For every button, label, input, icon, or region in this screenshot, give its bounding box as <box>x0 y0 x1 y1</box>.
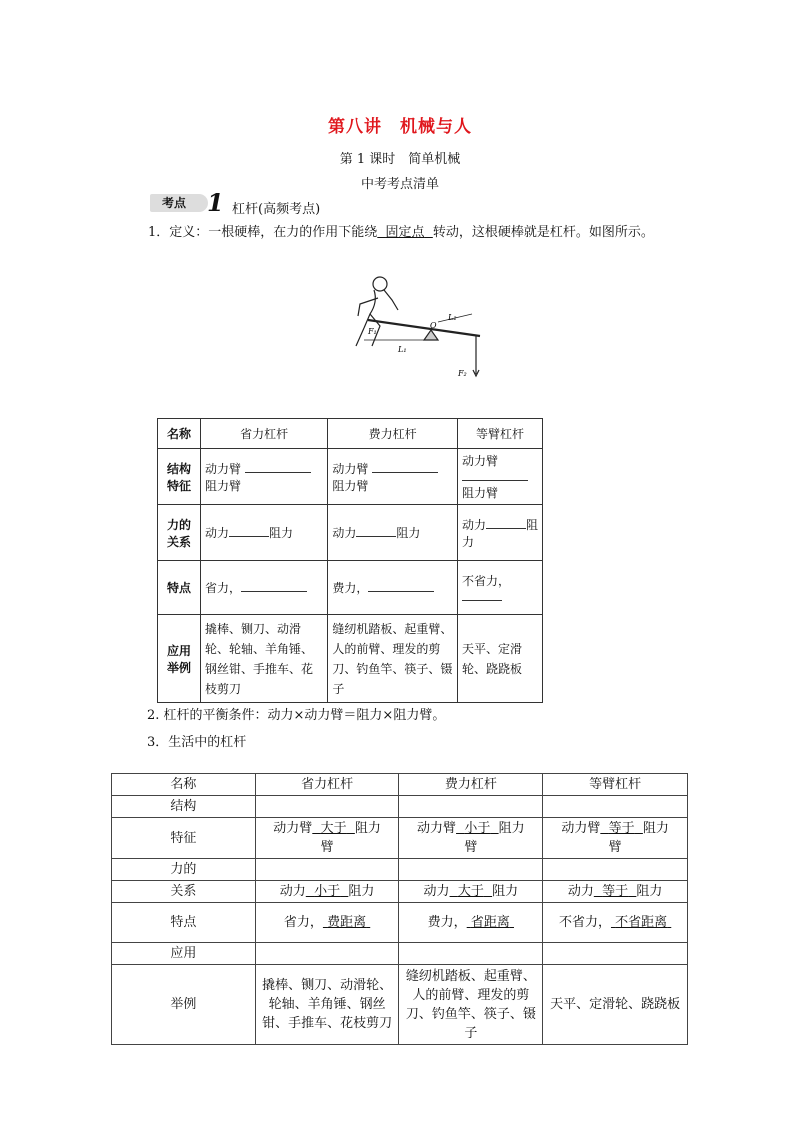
t2-header: 省力杠杆 <box>255 774 399 796</box>
t1-row-head: 应用举例 <box>158 615 201 703</box>
t1-row-head: 力的关系 <box>158 505 201 561</box>
definition-pre: 1．定义：一根硬棒，在力的作用下能绕 <box>148 225 378 240</box>
t2-row-head: 特征 <box>112 818 256 859</box>
lever-blank-table <box>157 418 543 703</box>
balance-condition: 2. 杠杆的平衡条件：动力×动力臂＝阻力×阻力臂。 <box>147 708 446 723</box>
kaodian-badge: 考点 <box>150 194 208 212</box>
t1-row-head: 结构特征 <box>158 449 201 505</box>
t2-cell: 缝纫机踏板、起重臂、人的前臂、理发的剪刀、钓鱼竿、筷子、镊子 <box>399 965 543 1045</box>
section-heading: 中考考点清单 <box>360 177 439 192</box>
label-f2: F₂ <box>458 369 467 378</box>
t2-cell: 动力臂 等于 阻力 臂 <box>543 818 688 859</box>
definition-answer: 固定点 <box>385 225 425 240</box>
lever-figure <box>350 270 490 382</box>
definition-post: 转动，这根硬棒就是杠杆。如图所示。 <box>432 225 654 240</box>
t2-cell: 动力 小于 阻力 <box>255 881 399 903</box>
t2-row-head: 应用 <box>112 943 256 965</box>
lesson-subtitle: 第 1 课时 简单机械 <box>339 152 461 167</box>
t1-cell: 动力臂 阻力臂 <box>328 449 458 505</box>
t1-cell: 动力臂 阻力臂 <box>201 449 328 505</box>
t2-cell: 省力， 费距离 <box>255 903 399 943</box>
t1-cell: 动力 阻力 <box>201 505 328 561</box>
t2-header: 名称 <box>112 774 256 796</box>
definition-paragraph <box>120 221 680 245</box>
life-lever-heading: 3．生活中的杠杆 <box>147 735 247 750</box>
t1-row-head: 特点 <box>158 561 201 615</box>
t2-row-head: 关系 <box>112 881 256 903</box>
t2-cell: 天平、定滑轮、跷跷板 <box>543 965 688 1045</box>
t1-cell: 省力， <box>201 561 328 615</box>
t2-cell: 动力臂 大于 阻力 臂 <box>255 818 399 859</box>
t1-cell: 不省力， <box>457 561 542 615</box>
t2-cell: 不省力， 不省距离 <box>543 903 688 943</box>
t2-cell: 撬棒、铡刀、动滑轮、轮轴、羊角锤、钢丝钳、手推车、花枝剪刀 <box>255 965 399 1045</box>
kaodian-title: 杠杆(高频考点) <box>232 202 321 217</box>
t1-cell: 天平、定滑轮、跷跷板 <box>457 615 542 703</box>
t1-cell: 动力 阻力 <box>328 505 458 561</box>
t1-cell: 动力臂 阻力臂 <box>457 449 542 505</box>
t1-cell: 撬棒、铡刀、动滑轮、轮轴、羊角锤、钢丝钳、手推车、花枝剪刀 <box>201 615 328 703</box>
t2-row-head: 举例 <box>112 965 256 1045</box>
t2-cell: 动力 等于 阻力 <box>543 881 688 903</box>
t1-header: 名称 <box>158 419 201 449</box>
t1-header: 省力杠杆 <box>201 419 328 449</box>
label-l1: L₁ <box>398 345 407 354</box>
page-title: 第八讲 机械与人 <box>328 117 472 137</box>
t2-row-head: 结构 <box>112 796 256 818</box>
t2-cell: 动力 大于 阻力 <box>399 881 543 903</box>
t1-header: 等臂杠杆 <box>457 419 542 449</box>
label-o: O <box>430 321 437 330</box>
t2-row-head: 特点 <box>112 903 256 943</box>
t2-cell: 动力臂 小于 阻力 臂 <box>399 818 543 859</box>
label-l2: L₂ <box>448 313 457 322</box>
t1-header: 费力杠杆 <box>328 419 458 449</box>
t1-cell: 动力 阻力 <box>457 505 542 561</box>
label-f1: F₁ <box>368 327 377 336</box>
t2-cell: 费力， 省距离 <box>399 903 543 943</box>
t2-header: 等臂杠杆 <box>543 774 688 796</box>
t1-cell: 费力， <box>328 561 458 615</box>
kaodian-number: 1 <box>207 188 224 217</box>
t1-cell: 缝纫机踏板、起重臂、人的前臂、理发的剪刀、钓鱼竿、筷子、镊子 <box>328 615 458 703</box>
t2-row-head: 力的 <box>112 859 256 881</box>
lever-answer-table <box>111 773 688 1045</box>
t2-header: 费力杠杆 <box>399 774 543 796</box>
